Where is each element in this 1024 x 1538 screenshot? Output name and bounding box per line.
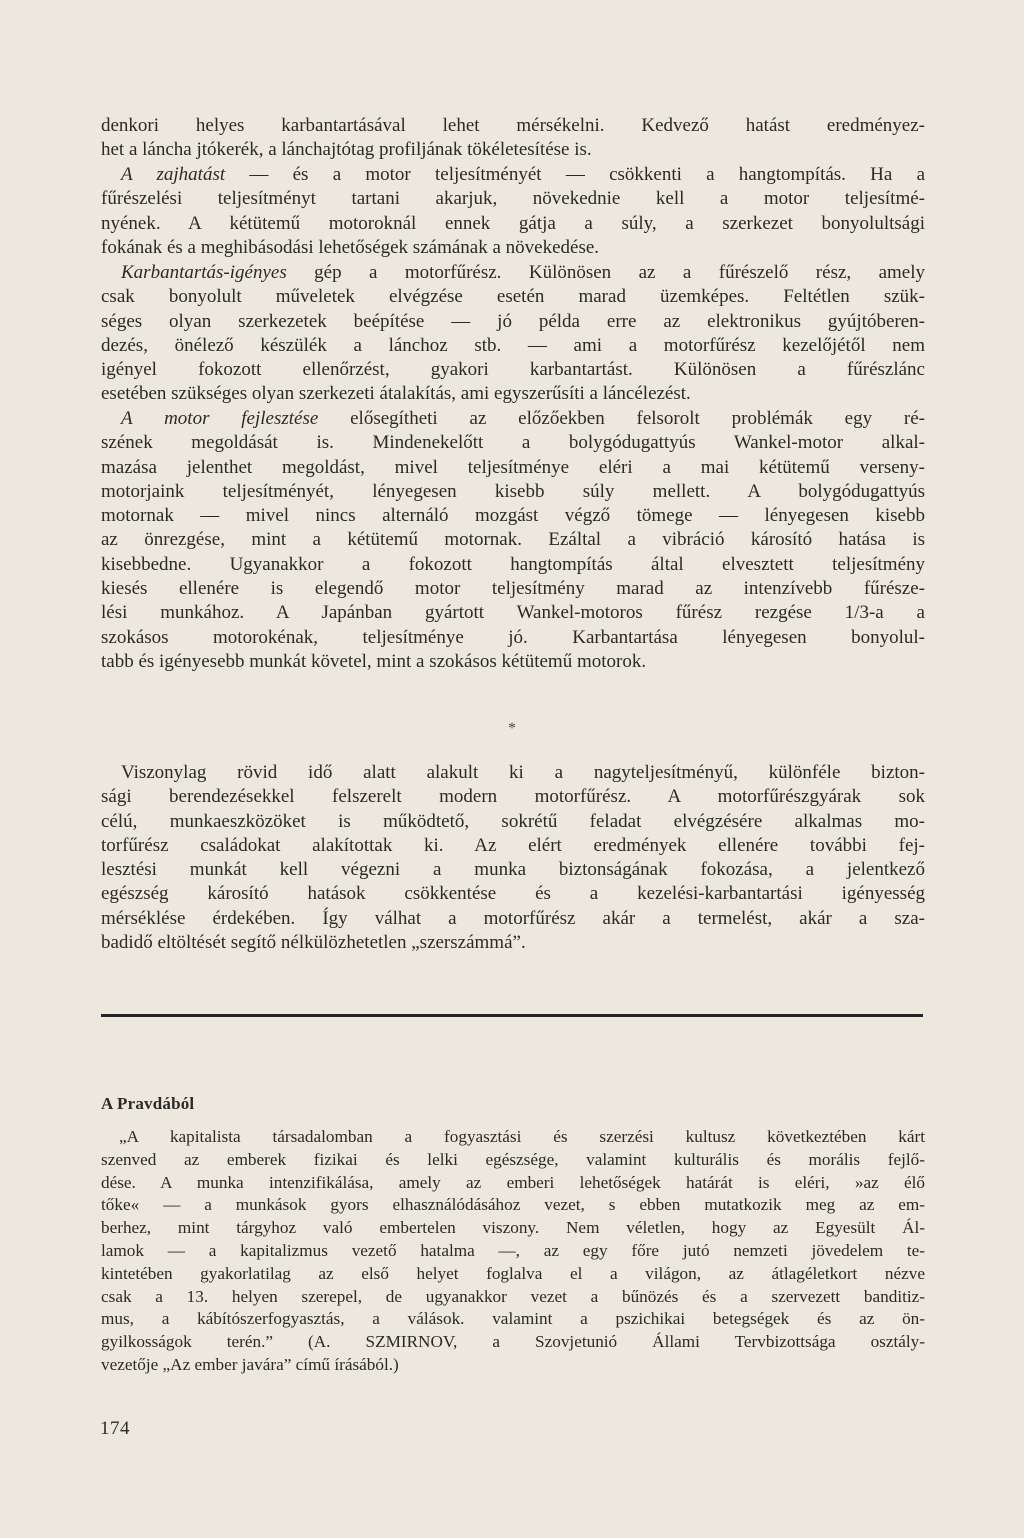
paragraph-maintenance <box>101 261 925 407</box>
text-line: séges olyan szerkezetek beépítése — jó példa erre az elektronikus gyújtóberen- <box>101 310 925 332</box>
text-line: szokásos motorokénak, teljesítménye jó. Karbantartása lényegesen bonyolul- <box>101 626 925 648</box>
text-line: sági berendezésekkel felszerelt modern motorfűrész. A motorfűrészgyárak sok <box>101 786 925 808</box>
text-line: motorjaink teljesítményét, lényegesen kisebb súly mellett. A bolygódugattyús <box>101 480 925 502</box>
quote-block <box>101 1126 925 1377</box>
text-line: mus, a kábítószerfogyasztás, a válások. valamint a pszichikai betegségek és az ön- <box>101 1309 925 1329</box>
text-line: gyilkosságok terén.” (A. SZMIRNOV, a Szovjetunió Állami Tervbizottsága osztály- <box>101 1332 925 1352</box>
text-line: lési munkához. A Japánban gyártott Wankel-motoros fűrész rezgése 1/3-a a <box>101 602 925 624</box>
text-line: fűrészelési teljesítményt tartani akarjuk, növekednie kell a motor teljesítmé- <box>101 188 925 210</box>
text-line: csak bonyolult műveletek elvégzése esetén marad üzemképes. Feltétlen szük- <box>101 286 925 308</box>
section-separator: * <box>508 720 516 737</box>
text-line: csak a 13. helyen szerepel, de ugyanakkor vezet a bűnözés és a szervezett banditiz- <box>101 1286 925 1306</box>
text-line: „A kapitalista társadalomban a fogyasztási és szerzési kultusz következtében kárt <box>119 1127 925 1146</box>
text-line: lamok — a kapitalizmus vezető hatalma —, az egy főre jutó nemzeti jövedelem te- <box>101 1240 925 1260</box>
text-line: torfűrész családokat alakítottak ki. Az elért eredmények ellenére további fej- <box>101 834 925 856</box>
text-line <box>101 407 925 431</box>
text-line: kintetében gyakorlatilag az első helyet foglalva el a világon, az átlagéletkort nézve <box>101 1263 925 1283</box>
text-line: motornak — mivel nincs alternáló mozgást végző tömege — lényegesen kisebb <box>101 505 925 527</box>
text-line: berhez, mint tárgyhoz való embertelen viszony. Nem véletlen, hogy az Egyesült Ál- <box>101 1218 925 1238</box>
text-line: het a láncha jtókerék, a lánchajtótag profiljának tökéletesítése is. <box>101 139 592 161</box>
text-line: mazása jelenthet megoldást, mivel teljesítménye eléri a mai kétütemű verseny- <box>101 456 925 478</box>
text-line: egészség károsító hatások csökkentése és a kezelési-karbantartási igényesség <box>101 883 925 905</box>
text-line: igényel fokozott ellenőrzést, gyakori karbantartást. Különösen a fűrészlánc <box>101 359 925 381</box>
text-run: — és a motor teljesítményét — csökkenti a hangtompítás. Ha a <box>225 164 926 185</box>
emphasis: Karbantartás-igényes <box>121 262 287 283</box>
text-run: gép a motorfűrész. Különösen az a fűrészelő rész, amely <box>286 262 925 283</box>
text-line: badidő eltöltését segítő nélkülözhetetlen „szerszámmá”. <box>101 932 526 954</box>
text-line: esetében szükséges olyan szerkezeti átalakítás, ami egyszerűsíti a láncélezést. <box>101 383 691 405</box>
text-line: szének megoldását is. Mindenekelőtt a bolygódugattyús Wankel-motor alkal- <box>101 432 925 454</box>
text-line: lesztési munkát kell végezni a munka biztonságának fokozása, a jelentkező <box>101 859 925 881</box>
text-line: mérséklése érdekében. Így válhat a motorfűrész akár a termelést, akár a sza- <box>101 907 925 929</box>
text-run: elősegítheti az előzőekben felsorolt problémák egy ré- <box>318 408 926 429</box>
text-line: dezés, önélező készülék a lánchoz stb. — ami a motorfűrész kezelőjétől nem <box>101 334 925 356</box>
text-line: célú, munkaeszközöket is működtető, sokrétű feladat elvégzésére alkalmas mo- <box>101 810 925 832</box>
text-line: tabb és igényesebb munkát követel, mint a szokásos kétütemű motorok. <box>101 650 647 672</box>
text-line: fokának és a meghibásodási lehetőségek számának a növekedése. <box>101 236 600 258</box>
text-line: kiesés ellenére is elegendő motor teljesítmény marad az intenzívebb fűrésze- <box>101 578 925 600</box>
page-number: 174 <box>100 1418 130 1439</box>
paragraph-engine-development <box>101 407 925 674</box>
text-line: tőke« — a munkások gyors elhasználódásához vezet, s ebben mutatkozik meg az em- <box>101 1195 925 1215</box>
quote-heading: A Pravdából <box>101 1094 195 1113</box>
text-line: denkori helyes karbantartásával lehet mérsékelni. Kedvező hatást eredményez- <box>101 115 925 136</box>
emphasis: A motor fejlesztése <box>121 408 319 429</box>
text-line: kisebbedne. Ugyanakkor a fokozott hangtompítás által elvesztett teljesítmény <box>101 553 925 575</box>
paragraph-conclusion <box>101 761 925 955</box>
text-line: nyének. A kétütemű motoroknál ennek gátja a súly, a szerkezet bonyolultsági <box>101 212 925 234</box>
text-line <box>101 261 925 285</box>
text-line: Viszonylag rövid idő alatt alakult ki a nagyteljesítményű, különféle bizton- <box>121 762 925 783</box>
text-line: az önrezgése, mint a kétütemű motornak. Ezáltal a vibráció károsító hatása is <box>101 529 925 551</box>
text-line: vezetője „Az ember javára” című írásából.) <box>101 1354 399 1374</box>
text-line: dése. A munka intenzifikálása, amely az emberi lehetőségek határát is eléri, »az élő <box>101 1172 925 1192</box>
text-line <box>101 163 925 187</box>
text-line: szenved az emberek fizikai és lelki egészsége, valamint kulturális és morális fejlő- <box>101 1149 925 1169</box>
paragraph-continuation <box>101 114 925 163</box>
horizontal-rule <box>101 1014 923 1017</box>
emphasis: A zajhatást <box>121 164 226 185</box>
paragraph-noise <box>101 163 925 260</box>
